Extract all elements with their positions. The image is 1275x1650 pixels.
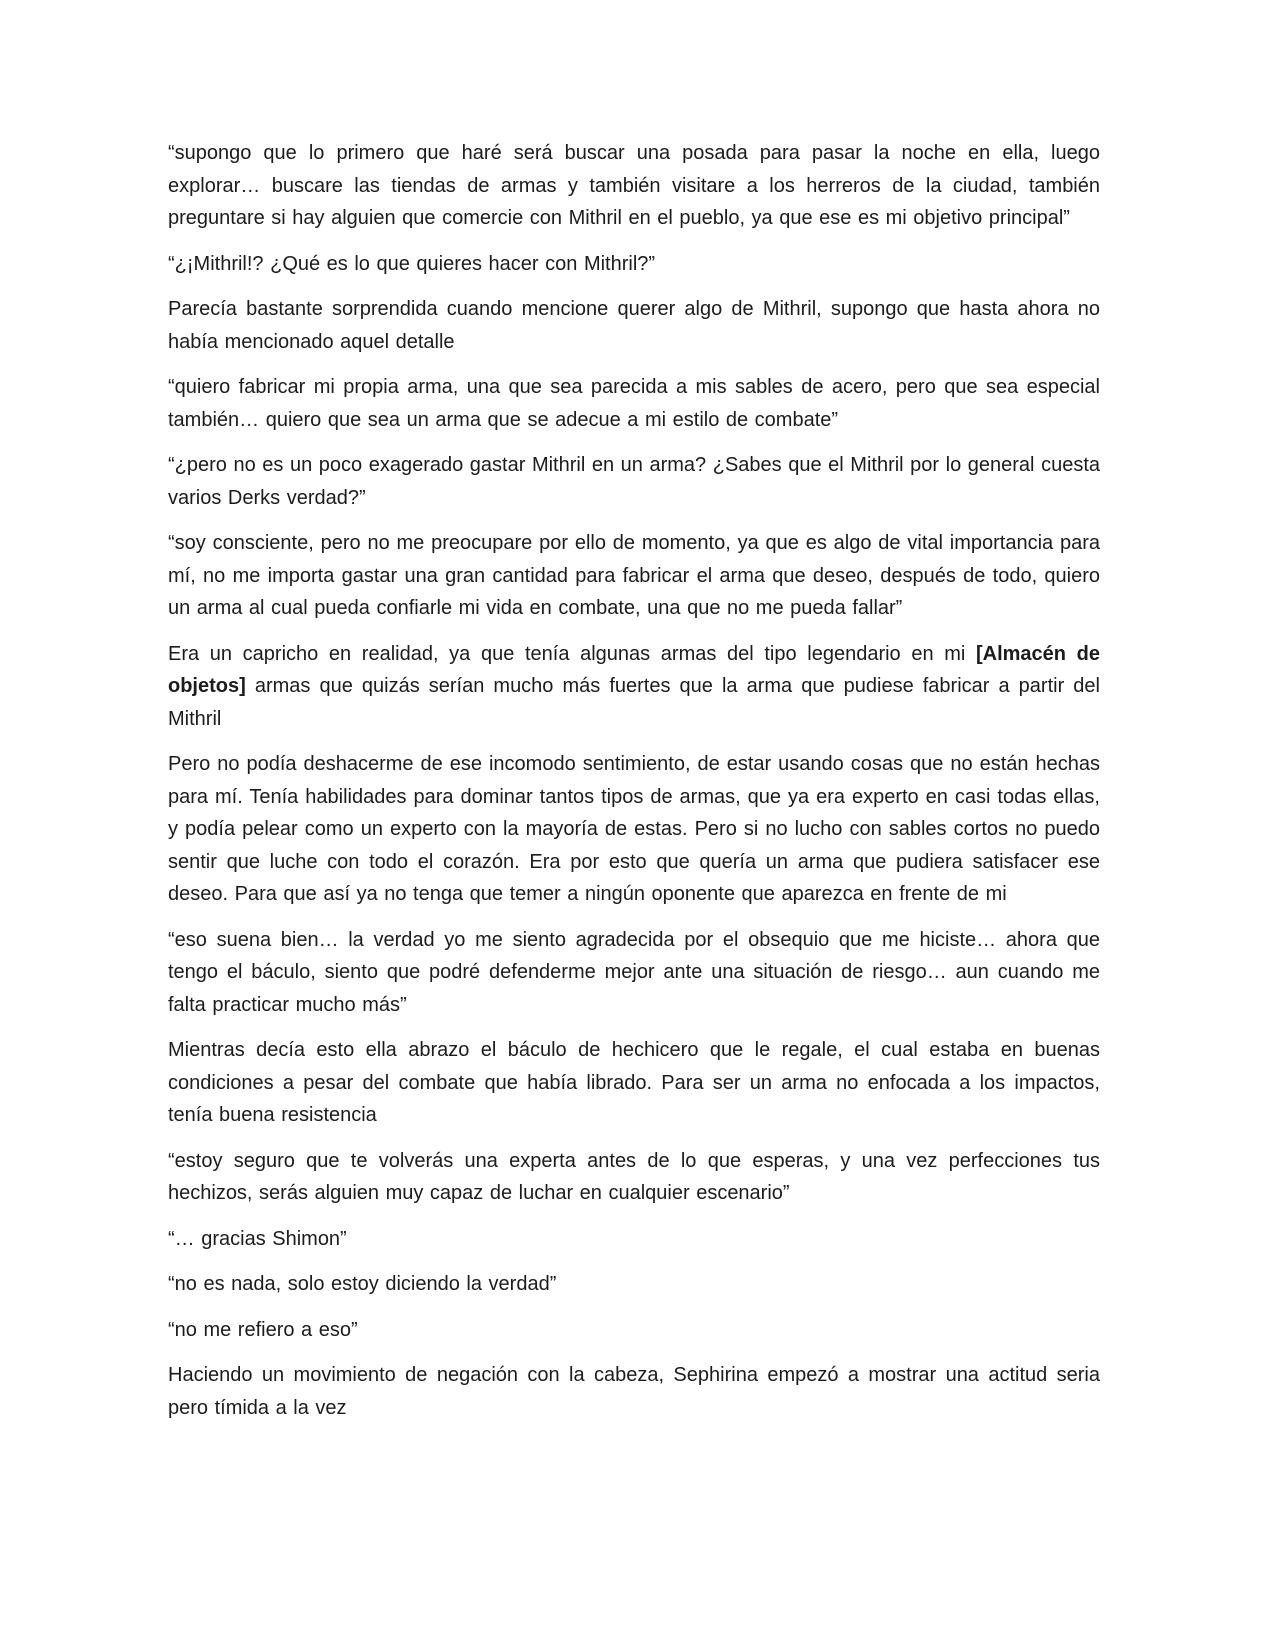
text-run: “quiero fabricar mi propia arma, una que sea parecida a mis sables de acero, pero que sea especial también… quiero que sea un arma que se adecue a mi estilo de combate” [168, 376, 1100, 431]
paragraph [168, 924, 1100, 1022]
paragraph [168, 1359, 1100, 1424]
text-run: “supongo que lo primero que haré será buscar una posada para pasar la noche en ella, luego explorar… buscare las tiendas de armas y también visitare a los herreros de la ciudad, también preguntare si hay alguien que comercie con Mithril en el pueblo, ya que ese es mi objetivo principal” [168, 142, 1100, 229]
paragraph [168, 638, 1100, 736]
text-run: Haciendo un movimiento de negación con la cabeza, Sephirina empezó a mostrar una actitud seria pero tímida a la vez [168, 1364, 1100, 1419]
paragraph [168, 748, 1100, 911]
paragraph [168, 371, 1100, 436]
text-run: “no es nada, solo estoy diciendo la verdad” [168, 1273, 557, 1295]
text-run: “estoy seguro que te volverás una experta antes de lo que esperas, y una vez perfecciones tus hechizos, serás alguien muy capaz de luchar en cualquier escenario” [168, 1149, 1100, 1204]
text-run: Era un capricho en realidad, ya que tenía algunas armas del tipo legendario en mi [168, 642, 976, 665]
document-text-block [168, 137, 1100, 1424]
paragraph [168, 293, 1100, 358]
paragraph [168, 137, 1100, 235]
paragraph [168, 1223, 1100, 1256]
text-run: Mientras decía esto ella abrazo el báculo de hechicero que le regale, el cual estaba en buenas condiciones a pesar del combate que había librado. Para ser un arma no enfocada a los impactos, tenía buena resistencia [168, 1039, 1100, 1126]
text-run: Parecía bastante sorprendida cuando mencione querer algo de Mithril, supongo que hasta ahora no había mencionado aquel detalle [168, 298, 1100, 353]
paragraph [168, 1314, 1100, 1347]
text-run: Pero no podía deshacerme de ese incomodo sentimiento, de estar usando cosas que no están hechas para mí. Tenía habilidades para dominar tantos tipos de armas, que ya era experto en casi todas ellas, y podía pelear como un experto con la mayoría de estas. Pero si no lucho con sables cortos no puedo sentir que luche con todo el corazón. Era por esto que quería un arma que pudiera satisfacer ese deseo. Para que así ya no tenga que temer a ningún oponente que aparezca en frente de mi [168, 753, 1100, 905]
paragraph [168, 1034, 1100, 1132]
text-run: “soy consciente, pero no me preocupare por ello de momento, ya que es algo de vital importancia para mí, no me importa gastar una gran cantidad para fabricar el arma que deseo, después de todo, quiero un arma al cual pueda confiarle mi vida en combate, una que no me pueda fallar” [168, 532, 1100, 619]
text-run: armas que quizás serían mucho más fuertes que la arma que pudiese fabricar a partir del Mithril [168, 675, 1100, 730]
text-run: “eso suena bien… la verdad yo me siento agradecida por el obsequio que me hiciste… ahora que tengo el báculo, siento que podré defenderme mejor ante una situación de riesgo… aun cuando me falta practicar mucho más” [168, 928, 1100, 1016]
paragraph [168, 449, 1100, 514]
text-run: “no me refiero a eso” [168, 1318, 358, 1341]
paragraph [168, 527, 1100, 625]
text-run: “¿¡Mithril!? ¿Qué es lo que quieres hacer con Mithril?” [168, 252, 656, 275]
paragraph [168, 1145, 1100, 1210]
text-run: “… gracias Shimon” [168, 1227, 347, 1250]
text-run: “¿pero no es un poco exagerado gastar Mithril en un arma? ¿Sabes que el Mithril por lo general cuesta varios Derks verdad?” [168, 454, 1100, 509]
bold-text-run: [Almacén de objetos] [168, 642, 1100, 697]
paragraph [168, 248, 1100, 281]
paragraph [168, 1268, 1100, 1301]
